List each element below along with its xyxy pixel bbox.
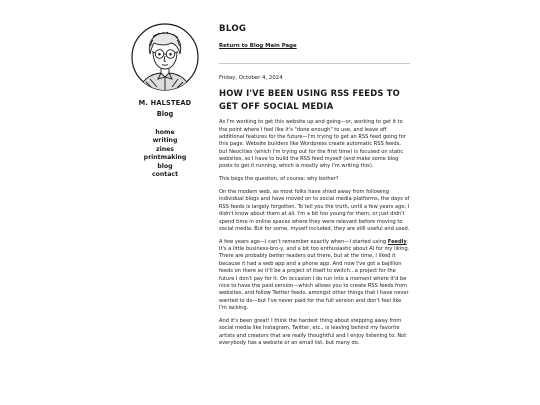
main-content [219,24,410,353]
divider [219,63,410,64]
post-body [219,119,410,347]
post-paragraph: And it's been great! I think the hardest thing about stepping away from social media like Instagram, Twitter, etc., is leaving behind my favorite artists and creators that are really thoughtful and I enjoy listening to. Not everybody has a website or an email list, but many do. [219,317,407,346]
site-name: M. HALSTEAD [138,99,192,107]
nav-item-writing[interactable]: writing [152,137,178,145]
paragraph-text: . It's a little business-bro-y, and a bit too enthusiastic about AI for my liking. There are probably better readers out there, but at the time, I liked it because it had a web app and a phone app. And now I've got a bajillion feeds on there so it'll be a project of itself to switch...a project for the future I don't pay for it. On occasion I do run into a moment where it'd be nice to have the paid version—which allows you to create RSS feeds from websites, and follow Twitter feeds, amongst other things that I have never wanted to do—but I've never paid for the full version and don't feel like I'm lacking. [219,238,410,311]
sidebar [130,22,200,179]
self-portrait-avatar-icon[interactable] [130,22,200,92]
nav-item-contact[interactable]: contact [151,171,179,179]
paragraph-text: A few years ago—I can't remember exactly when—I started using [219,238,388,245]
post-paragraph: This begs the question, of course: why bother? [219,176,339,183]
post-paragraph [219,239,410,312]
post-date: Friday, October 4, 2024 [219,75,283,81]
post-title: HOW I'VE BEEN USING RSS FEEDS TO GET OFF SOCIAL MEDIA [219,88,400,111]
nav-item-zines[interactable]: zines [155,145,174,153]
return-to-blog-link[interactable]: Return to Blog Main Page [219,43,297,49]
nav-item-home[interactable]: home [155,129,175,136]
page-title: BLOG [219,24,247,34]
nav-menu [130,129,200,179]
post-paragraph: On the modern web, as most folks have shied away from following individual blogs and have moved on to social media platforms, the days of RSS feeds is largely forgotten. To tell you the truth, until a few years ago, I didn't know about them at all. I'm a bit too young for them, or just didn't spend time in online spaces where they were relevant before moving to social media. But for some, myself included, they are still useful and used. [219,189,410,232]
feedly-link[interactable]: Feedly [387,238,407,245]
nav-item-printmaking[interactable]: printmaking [143,154,187,162]
post-paragraph: As I'm working to get this website up and going—or, working to get it to the point where I feel like it's "done enough" to use, and leave off additional features for the future—I'm trying to get an RSS feed going for this page. Website builders like Wordpress create automatic RSS feeds, but Neocities (which I'm trying out for the first time) is focused on static websites, so I have to build the RSS feed myself (and make some blog posts to get it running, which is mostly why I'm writing this). [219,119,406,170]
site-subtitle: Blog [156,110,174,118]
nav-item-blog[interactable]: blog [157,162,173,170]
